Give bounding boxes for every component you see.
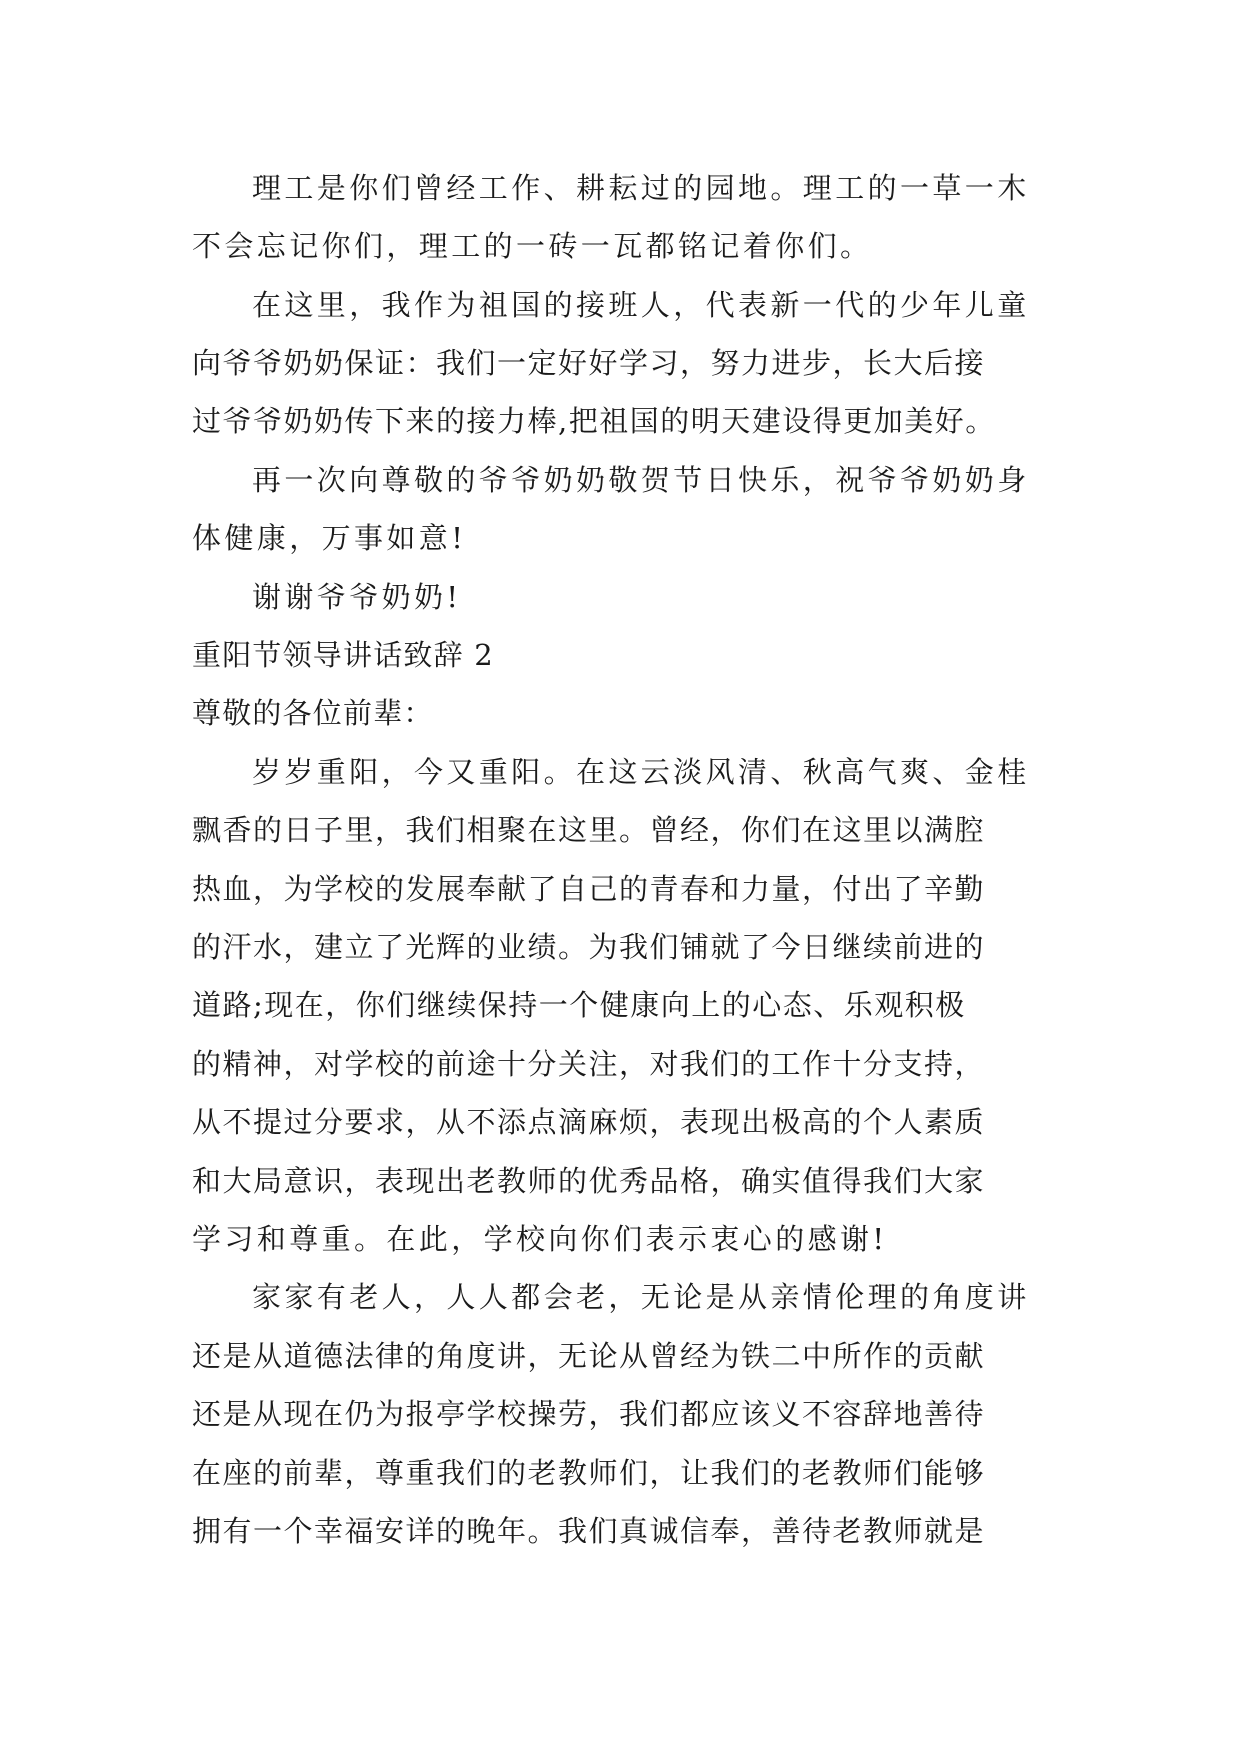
paragraph-line: 的精神，对学校的前途十分关注，对我们的工作十分支持，	[192, 1047, 986, 1081]
paragraph-line: 向爷爷奶奶保证：我们一定好好学习，努力进步，长大后接	[192, 346, 986, 380]
paragraph-line: 热血，为学校的发展奉献了自己的青春和力量，付出了辛勤	[192, 872, 986, 906]
paragraph-line: 谢谢爷爷奶奶!	[252, 580, 462, 614]
paragraph-line: 不会忘记你们，理工的一砖一瓦都铭记着你们。	[192, 229, 873, 263]
paragraph-line: 从不提过分要求，从不添点滴麻烦，表现出极高的个人素质	[192, 1105, 986, 1139]
paragraph-line: 理工是你们曾经工作、耕耘过的园地。理工的一草一木	[252, 171, 1030, 205]
paragraph-line: 飘香的日子里，我们相聚在这里。曾经，你们在这里以满腔	[192, 813, 986, 847]
paragraph-line: 过爷爷奶奶传下来的接力棒,把祖国的明天建设得更加美好。	[192, 404, 996, 438]
paragraph-line: 道路;现在，你们继续保持一个健康向上的心态、乐观积极	[192, 988, 966, 1022]
salutation: 尊敬的各位前辈：	[192, 696, 434, 730]
paragraph-line: 的汗水，建立了光辉的业绩。为我们铺就了今日继续前进的	[192, 930, 986, 964]
paragraph-line: 在这里，我作为祖国的接班人，代表新一代的少年儿童	[252, 288, 1030, 322]
paragraph-line: 还是从道德法律的角度讲，无论从曾经为铁二中所作的贡献	[192, 1339, 986, 1373]
paragraph-line: 再一次向尊敬的爷爷奶奶敬贺节日快乐，祝爷爷奶奶身	[252, 463, 1030, 497]
paragraph-line: 和大局意识，表现出老教师的优秀品格，确实值得我们大家	[192, 1164, 986, 1198]
paragraph-line: 家家有老人，人人都会老，无论是从亲情伦理的角度讲	[252, 1280, 1030, 1314]
paragraph-line: 还是从现在仍为报亭学校操劳，我们都应该义不容辞地善待	[192, 1397, 986, 1431]
section-heading: 重阳节领导讲话致辞 2	[192, 638, 494, 672]
paragraph-line: 学习和尊重。在此，学校向你们表示衷心的感谢!	[192, 1222, 888, 1256]
paragraph-line: 体健康，万事如意!	[192, 521, 467, 555]
paragraph-line: 拥有一个幸福安详的晚年。我们真诚信奉，善待老教师就是	[192, 1514, 986, 1548]
paragraph-line: 在座的前辈，尊重我们的老教师们，让我们的老教师们能够	[192, 1456, 986, 1490]
paragraph-line: 岁岁重阳，今又重阳。在这云淡风清、秋高气爽、金桂	[252, 755, 1030, 789]
